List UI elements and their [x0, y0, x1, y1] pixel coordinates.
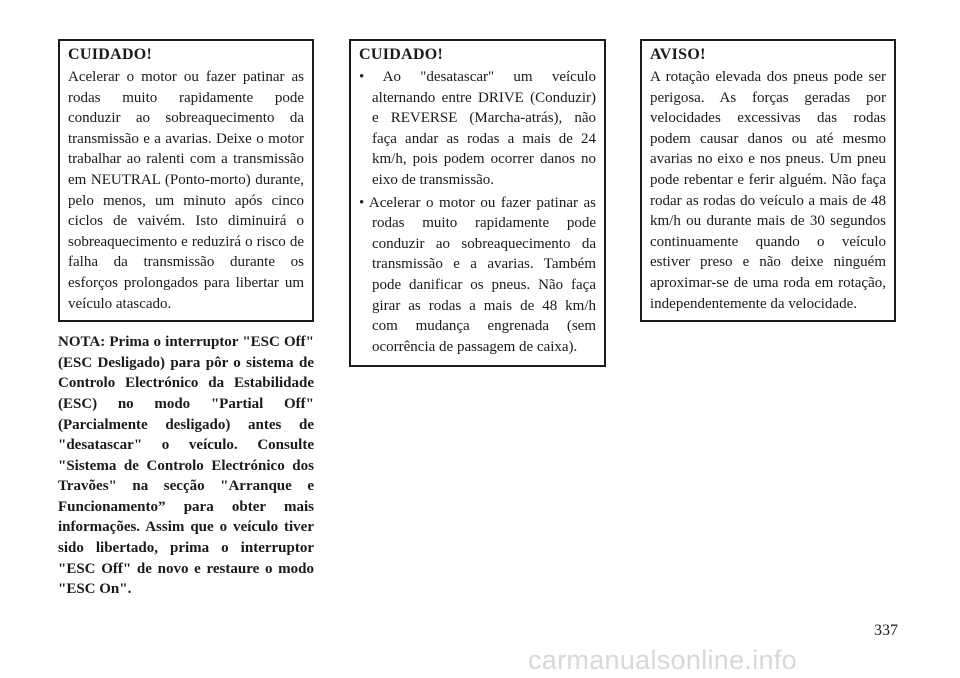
- caution-box-transmission: [58, 39, 314, 322]
- warning-title: AVISO!: [650, 46, 706, 63]
- bullet-item: • Acelerar o motor ou fazer patinar as rodas muito rapidamente pode conduzir ao sobreaquecimento da transmissão e a avarias. Também pode danificar os pneus. Não faça girar as rodas a mais de 48 km/h com mudança engrenada (sem ocorrência de passagem de caixa).: [359, 194, 596, 355]
- page-number: 337: [874, 622, 898, 639]
- caution-text: Acelerar o motor ou fazer patinar as rodas muito rapidamente pode conduzir ao sobreaquecimento da transmissão e a avarias. Deixe o motor trabalhar ao ralenti com a transmissão em NEUTRAL (Ponto-morto) durante, pelo menos, um minuto após cinco ciclos de vaivém. Isto diminuirá o sobreaquecimento e reduzirá o risco de falha da transmissão durante os esforços prolongados para libertar um veículo atascado.: [68, 69, 304, 312]
- caution-box-rocking: [349, 39, 606, 367]
- warning-text: A rotação elevada dos pneus pode ser perigosa. As forças geradas por velocidades excessivas das rodas podem causar danos ou até mesmo avarias no eixo e nos pneus. Um pneu pode rebentar e ferir alguém. Não faça rodar as rodas do veículo a mais de 48 km/h ou durante mais de 30 segundos continuamente quando o veículo estiver preso e não deixe ninguém aproximar-se de uma roda em rotação, independentemente da velocidade.: [650, 69, 886, 312]
- column-middle: [349, 39, 606, 367]
- column-left: [58, 39, 314, 600]
- caution-title: CUIDADO!: [359, 46, 444, 63]
- site-watermark: carmanualsonline.info: [528, 645, 797, 675]
- caution-bullet-list: [359, 67, 596, 357]
- warning-box-tire-spin: [640, 39, 896, 322]
- caution-title: CUIDADO!: [68, 46, 153, 63]
- column-right: [640, 39, 896, 322]
- bullet-item: • Ao "desatascar" um veículo alternando entre DRIVE (Conduzir) e REVERSE (Marcha-atrás), não faça andar as rodas a mais de 24 km/h, pois podem ocorrer danos no eixo de transmissão.: [359, 69, 596, 188]
- esc-note: NOTA: Prima o interruptor "ESC Off" (ESC Desligado) para pôr o sistema de Controlo Electrónico da Estabilidade (ESC) no modo "Partial Off" (Parcialmente desligado) antes de "desatascar" o veículo. Consulte "Sistema de Controlo Electrónico dos Travões" na secção "Arranque e Funcionamento” para obter mais informações. Assim que o veículo tiver sido libertado, prima o interruptor "ESC Off" de novo e restaure o modo "ESC On".: [58, 334, 314, 598]
